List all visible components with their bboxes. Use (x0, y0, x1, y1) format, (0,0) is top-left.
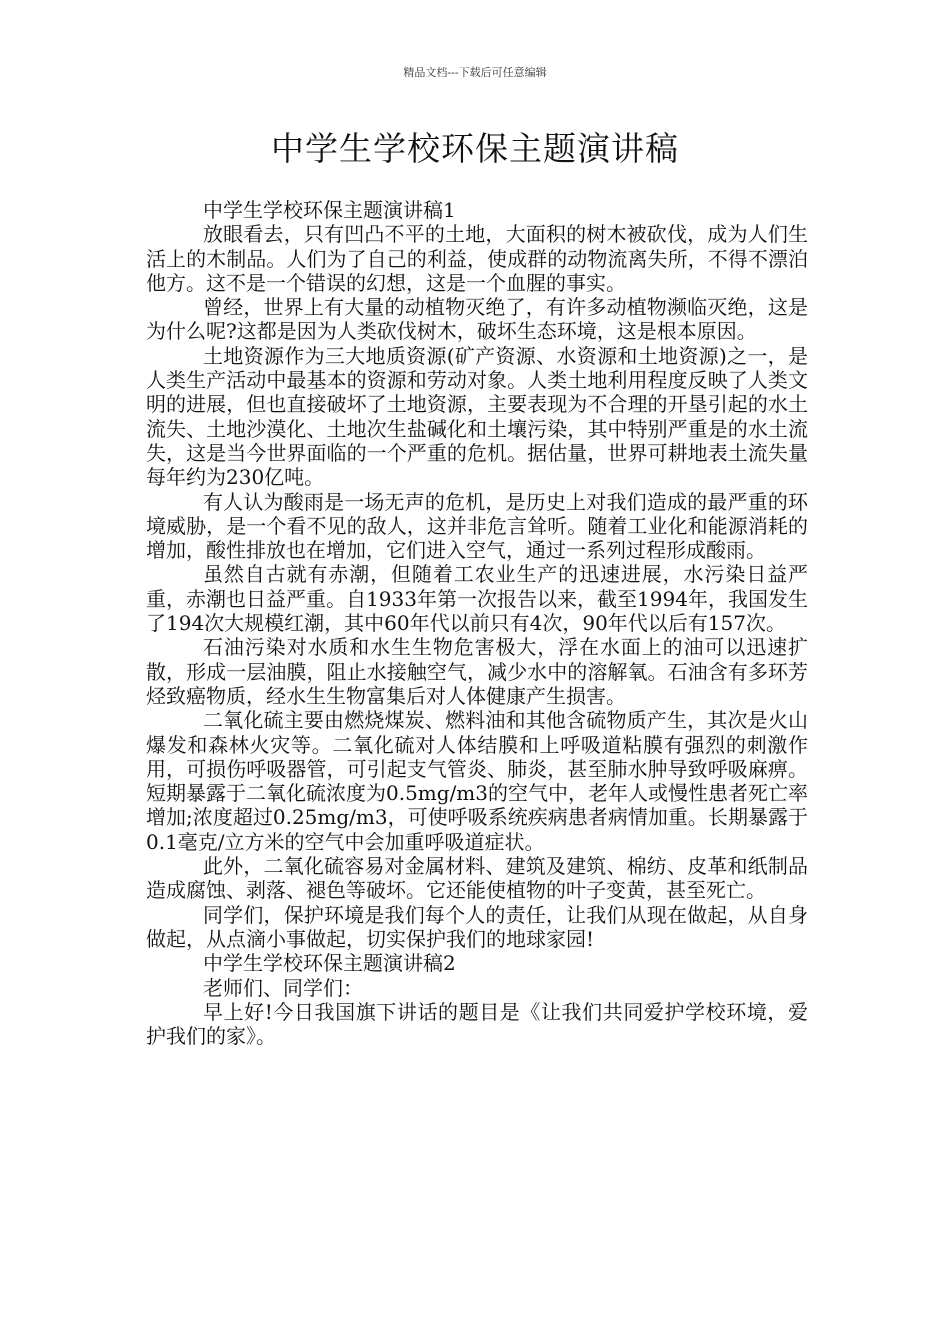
paragraph: 土地资源作为三大地质资源(矿产资源、水资源和土地资源)之一，是人类生产活动中最基本的资源和劳动对象。人类土地利用程度反映了人类文明的进展，但也直接破坏了土地资源，主要表现为不合理的开垦引起的水土流失、土地沙漠化、土地次生盐碱化和土壤污染，其中特别严重是的水土流失，这是当今世界面临的一个严重的危机。据估量，世界可耕地表土流失量每年约为230亿吨。 (146, 343, 808, 490)
paragraph: 有人认为酸雨是一场无声的危机，是历史上对我们造成的最严重的环境威胁，是一个看不见的敌人，这并非危言耸听。随着工业化和能源消耗的增加，酸性排放也在增加，它们进入空气，通过一系列过程形成酸雨。 (146, 489, 808, 563)
page-header: 精品文档---下载后可任意编辑 (403, 66, 547, 79)
paragraph: 虽然自古就有赤潮，但随着工农业生产的迅速进展，水污染日益严重，赤潮也日益严重。自1933年第一次报告以来，截至1994年，我国发生了194次大规模红潮，其中60年代以前只有4次，90年代以后有157次。 (146, 562, 808, 636)
paragraph: 同学们，保护环境是我们每个人的责任，让我们从现在做起，从自身做起，从点滴小事做起，切实保护我们的地球家园! (146, 902, 808, 951)
paragraph: 石油污染对水质和水生生物危害极大，浮在水面上的油可以迅速扩散，形成一层油膜，阻止水接触空气，减少水中的溶解氧。石油含有多环芳烃致癌物质，经水生生物富集后对人体健康产生损害。 (146, 635, 808, 708)
document-title: 中学生学校环保主题演讲稿 (271, 129, 679, 168)
paragraph: 早上好!今日我国旗下讲话的题目是《让我们共同爱护学校环境，爱护我们的家》。 (146, 999, 808, 1049)
section-heading-1: 中学生学校环保主题演讲稿1 (203, 198, 456, 222)
paragraph: 曾经，世界上有大量的动植物灭绝了，有许多动植物濒临灭绝，这是为什么呢?这都是因为人类砍伐树木，破坏生态环境，这是根本原因。 (146, 295, 808, 344)
paragraph: 二氧化硫主要由燃烧煤炭、燃料油和其他含硫物质产生，其次是火山爆发和森林火灾等。二氧化硫对人体结膜和上呼吸道粘膜有强烈的刺激作用，可损伤呼吸器管，可引起支气管炎、肺炎，甚至肺水肿导致呼吸麻痹。短期暴露于二氧化硫浓度为0.5mg/m3的空气中，老年人或慢性患者死亡率增加;浓度超过0.25mg/m3，可使呼吸系统疾病患者病情加重。长期暴露于0.1毫克/立方米的空气中会加重呼吸道症状。 (146, 708, 809, 854)
document-body (146, 198, 808, 1048)
paragraph: 放眼看去，只有凹凸不平的土地，大面积的树木被砍伐，成为人们生活上的木制品。人们为了自己的利益，使成群的动物流离失所，不得不漂泊他方。这不是一个错误的幻想，这是一个血腥的事实。 (146, 222, 808, 295)
greeting: 老师们、同学们： (203, 975, 363, 1000)
section-heading-2: 中学生学校环保主题演讲稿2 (203, 951, 456, 976)
paragraph: 此外，二氧化硫容易对金属材料、建筑及建筑、棉纺、皮革和纸制品造成腐蚀、剥落、褪色等破坏。它还能使植物的叶子变黄，甚至死亡。 (146, 854, 808, 903)
